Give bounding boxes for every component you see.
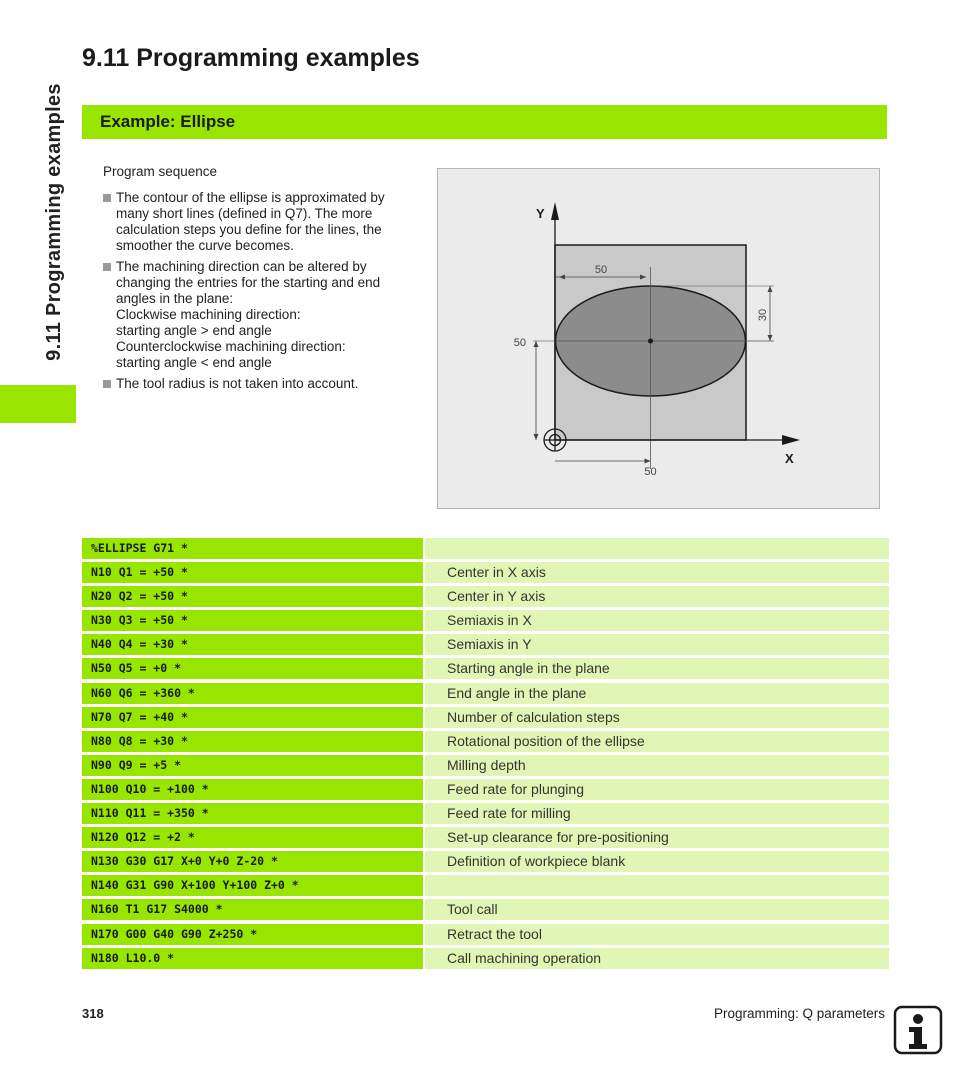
page-title: 9.11 Programming examples [82,44,420,72]
program-row [82,707,889,728]
nc-code-cell: N130 G30 G17 X+0 Y+0 Z-20 * [82,851,423,872]
section-title: Example: Ellipse [100,112,236,131]
nc-code-cell: N180 L10.0 * [82,948,423,969]
nc-code-cell: N140 G31 G90 X+100 Y+100 Z+0 * [82,875,423,896]
comment-cell: Feed rate for milling [423,803,889,824]
program-row [82,779,889,800]
bullet-line: starting angle > end angle [116,323,272,338]
bullet-line: The machining direction can be altered by [116,259,367,274]
program-row [82,658,889,679]
comment-cell: Retract the tool [423,924,889,945]
comment-cell: Number of calculation steps [423,707,889,728]
bullet-line: angles in the plane: [116,291,234,306]
bullet-square-icon [103,263,111,271]
comment-cell: Milling depth [423,755,889,776]
dim-bottom-label: 50 [644,466,657,478]
bullet-line: The tool radius is not taken into account. [116,376,359,391]
side-chapter-title-text: 9.11 Programming examples [43,83,65,361]
program-row [82,634,889,655]
program-row [82,586,889,607]
y-axis-label: Y [536,206,545,221]
comment-cell: Semiaxis in X [423,610,889,631]
dim-right-arrow-end [768,335,773,341]
program-row [82,899,889,920]
program-row [82,827,889,848]
nc-code-cell: N100 Q10 = +100 * [82,779,423,800]
comment-cell: Tool call [423,899,889,920]
program-row [82,683,889,704]
bullet-line: calculation steps you define for the lines, the [116,222,382,237]
nc-code-cell: N50 Q5 = +0 * [82,658,423,679]
section-header [82,105,887,139]
comment-cell [423,538,889,559]
bullet-line: starting angle < end angle [116,355,272,370]
bullet-line: many short lines (defined in Q7). The more [116,206,373,221]
comment-cell: Definition of workpiece blank [423,851,889,872]
bullet-list [103,190,413,397]
x-axis-label: X [785,451,794,466]
comment-cell: Rotational position of the ellipse [423,731,889,752]
nc-code-cell: N110 Q11 = +350 * [82,803,423,824]
nc-code-cell: %ELLIPSE G71 * [82,538,423,559]
program-row [82,924,889,945]
dim-left-arrow-end [534,434,539,440]
program-row [82,803,889,824]
comment-cell: Semiaxis in Y [423,634,889,655]
dim-top-label: 50 [594,264,608,276]
nc-code-cell: N70 Q7 = +40 * [82,707,423,728]
nc-code-cell: N20 Q2 = +50 * [82,586,423,607]
program-row [82,538,889,559]
dim-left-label: 50 [513,337,526,349]
program-row [82,875,889,896]
nc-code-cell: N160 T1 G17 S4000 * [82,899,423,920]
ellipse-drawing [438,169,881,510]
dim-left-arrow [534,341,539,347]
comment-cell: Starting angle in the plane [423,658,889,679]
y-axis-arrow [551,202,559,220]
nc-code-cell: N90 Q9 = +5 * [82,755,423,776]
bullet-item [103,190,413,254]
ellipse-figure [437,168,880,509]
intro-text: Program sequence [103,164,218,179]
bullet-line: smoother the curve becomes. [116,238,294,253]
comment-cell: Center in Y axis [423,586,889,607]
program-row [82,610,889,631]
x-axis-arrow [782,435,800,445]
ellipse-center-point [648,339,653,344]
nc-code-cell: N170 G00 G40 G90 Z+250 * [82,924,423,945]
comment-cell: Call machining operation [423,948,889,969]
nc-code-cell: N40 Q4 = +30 * [82,634,423,655]
program-row [82,731,889,752]
program-row [82,948,889,969]
program-row [82,851,889,872]
bullet-line: Counterclockwise machining direction: [116,339,346,354]
nc-code-cell: N120 Q12 = +2 * [82,827,423,848]
program-row [82,755,889,776]
dim-right-label: 30 [757,308,769,322]
footer-text: Programming: Q parameters [713,1006,885,1021]
comment-cell [423,875,889,896]
side-chapter-title [24,32,74,412]
bullet-line: The contour of the ellipse is approximated by [116,190,385,205]
program-table [82,538,889,972]
nc-code-cell: N60 Q6 = +360 * [82,683,423,704]
comment-cell: Feed rate for plunging [423,779,889,800]
comment-cell: Set-up clearance for pre-positioning [423,827,889,848]
comment-cell: Center in X axis [423,562,889,583]
bullet-item [103,259,413,371]
page-number: 318 [82,1006,104,1021]
bullet-line: Clockwise machining direction: [116,307,301,322]
nc-code-cell: N30 Q3 = +50 * [82,610,423,631]
program-row [82,562,889,583]
bullet-line: changing the entries for the starting and end [116,275,381,290]
bullet-square-icon [103,380,111,388]
nc-code-cell: N10 Q1 = +50 * [82,562,423,583]
bullet-square-icon [103,194,111,202]
info-icon [893,1005,943,1055]
dim-right-arrow [768,286,773,292]
nc-code-cell: N80 Q8 = +30 * [82,731,423,752]
bullet-item [103,376,413,392]
comment-cell: End angle in the plane [423,683,889,704]
dim-bottom-arrow [645,459,651,464]
